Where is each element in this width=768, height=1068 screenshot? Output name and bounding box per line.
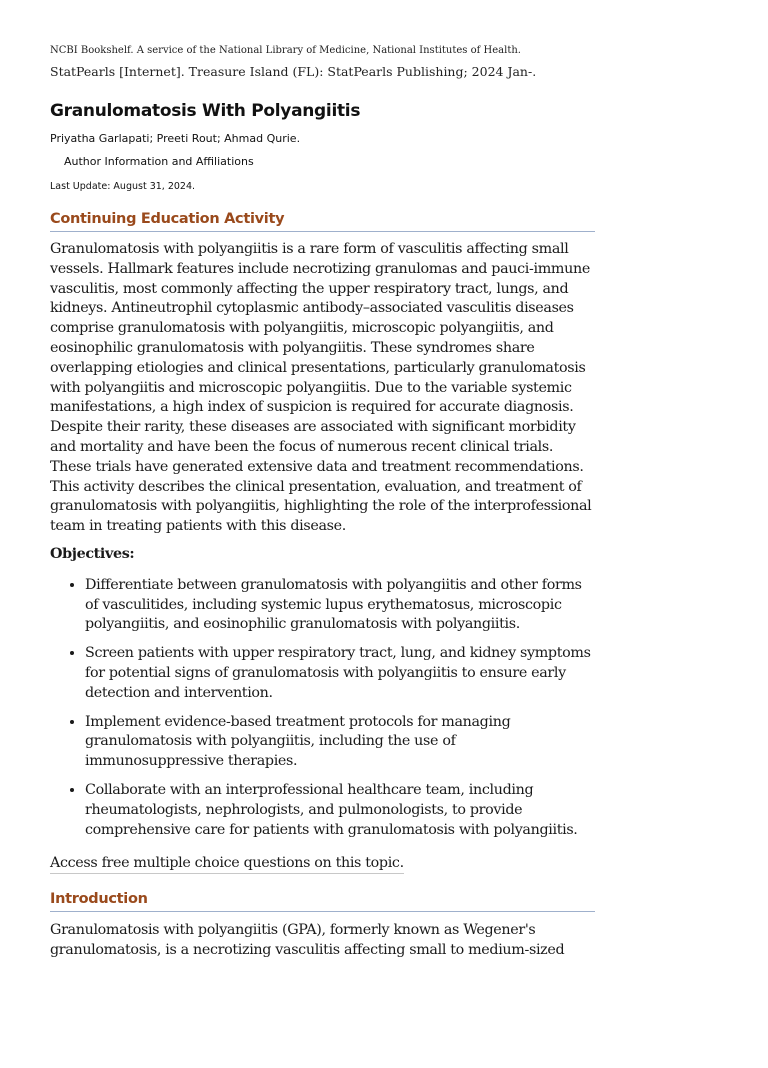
author-affiliations-link[interactable]: Author Information and Affiliations xyxy=(64,155,254,168)
continuing-education-paragraph: Granulomatosis with polyangiitis is a rare form of vasculitis affecting small vessels. Hallmark features include necrotizing granulomas and pauci-immune vasculitis, most commonly affecting the upper respiratory tract, lungs, and kidneys. Antineutrophil cytoplasmic antibody–associated vasculitis diseases comprise granulomatosis with polyangiitis, microscopic polyangiitis, and eosinophilic granulomatosis with polyangiitis. These syndromes share overlapping etiologies and clinical presentations, particularly granulomatosis with polyangiitis and microscopic polyangiitis. Due to the variable systemic manifestations, a high index of suspicion is required for accurate diagnosis. Despite their rarity, these diseases are associated with significant morbidity and mortality and have been the focus of numerous recent clinical trials. These trials have generated extensive data and treatment recommendations. This activity describes the clinical presentation, evaluation, and treatment of granulomatosis with polyangiitis, highlighting the role of the interprofessional team in treating patients with this disease. xyxy=(50,241,592,535)
author-list: Priyatha Garlapati; Preeti Rout; Ahmad Qurie. xyxy=(50,132,301,145)
article-title: Granulomatosis With Polyangiitis xyxy=(50,101,361,121)
list-item: • Collaborate with an interprofessional healthcare team, including rheumatologists, nephrologists, and pulmonologists, to provide comprehensive care for patients with granulomatosis with polyangiitis. xyxy=(85,781,595,840)
section-heading-continuing-education: Continuing Education Activity xyxy=(50,210,595,232)
objectives-list xyxy=(50,576,595,841)
document-page xyxy=(0,44,595,961)
citation: StatPearls [Internet]. Treasure Island (FL): StatPearls Publishing; 2024 Jan-. xyxy=(50,64,537,79)
ncbi-notice: NCBI Bookshelf. A service of the National Library of Medicine, National Institutes of Health. xyxy=(50,45,521,56)
introduction-paragraph: Granulomatosis with polyangiitis (GPA), formerly known as Wegener's granulomatosis, is a necrotizing vasculitis affecting small to medium-sized xyxy=(50,922,565,959)
list-item: • Screen patients with upper respiratory tract, lung, and kidney symptoms for potential signs of granulomatosis with polyangiitis to ensure early detection and intervention. xyxy=(85,644,595,703)
list-item: • Implement evidence-based treatment protocols for managing granulomatosis with polyangiitis, including the use of immunosuppressive therapies. xyxy=(85,713,595,772)
mcq-link[interactable]: Access free multiple choice questions on this topic. xyxy=(50,854,404,874)
list-item: • Differentiate between granulomatosis with polyangiitis and other forms of vasculitides, including systemic lupus erythematosus, microscopic polyangiitis, and eosinophilic granulomatosis with polyangiitis. xyxy=(85,576,595,635)
last-update: Last Update: August 31, 2024. xyxy=(50,181,196,192)
objectives-label: Objectives: xyxy=(50,545,135,562)
section-heading-introduction: Introduction xyxy=(50,890,595,912)
